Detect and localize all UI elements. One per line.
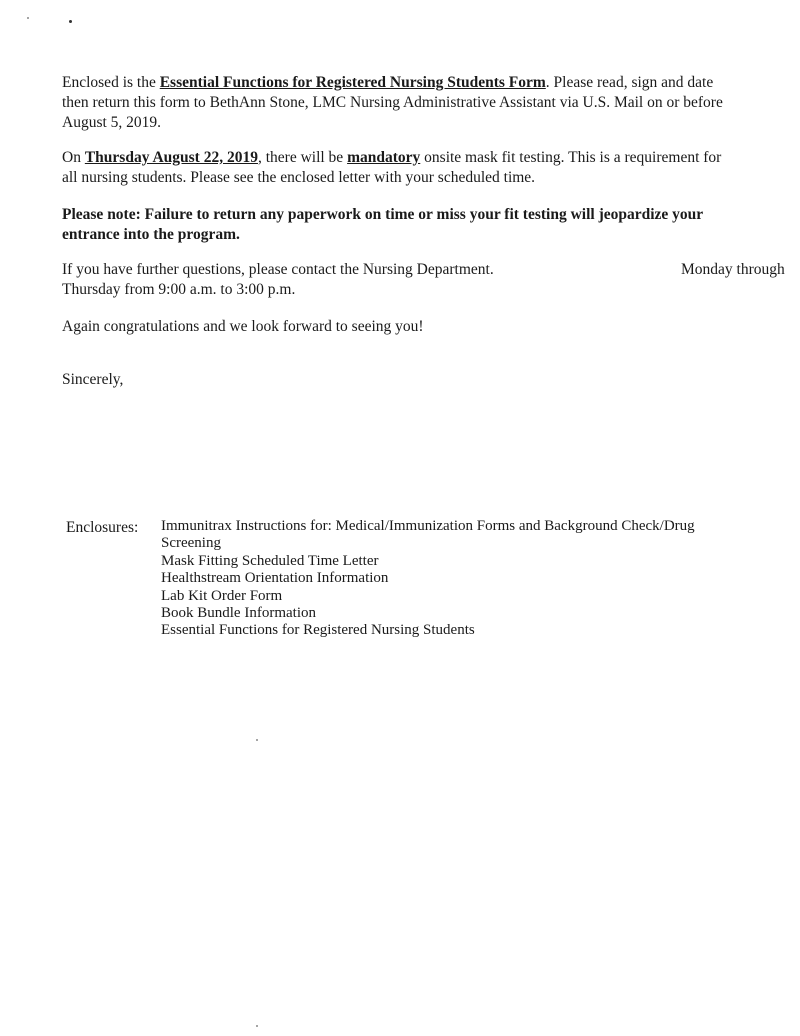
enclosures-list [161,518,761,640]
text-segment: onsite mask fit testing. This is a requirement for all nursing students. Please see the enclosed letter with your scheduled time. [62,149,722,186]
scan-speck [256,739,258,741]
paragraph-please-note: Please note: Failure to return any paperwork on time or miss your fit testing will jeopardize your entrance into the program. [62,206,703,243]
scan-speck [256,1025,258,1027]
text-segment: On [62,149,85,166]
enclosure-item: Book Bundle Information [161,605,316,622]
paragraph-congratulations: Again congratulations and we look forward to seeing you! [62,318,424,335]
scan-speck [69,20,72,23]
form-name-highlight: Essential Functions for Registered Nursing Students Form [159,74,546,91]
closing-sincerely: Sincerely, [62,371,124,388]
enclosure-item: Healthstream Orientation Information [161,570,389,587]
scan-speck [27,17,29,19]
enclosure-item: Immunitrax Instructions for: Medical/Immunization Forms and Background Check/Drug [161,518,695,534]
text-segment: . Please read, sign and date then return this form to BethAnn Stone, LMC Nursing Administrative Assistant via U.S. Mail on or before August 5, 2019. [62,74,723,131]
enclosures-label: Enclosures: [66,519,139,536]
paragraph-contact [62,260,785,300]
contact-hours: Thursday from 9:00 a.m. to 3:00 p.m. [62,281,296,298]
text-segment: , there will be [257,149,348,166]
testing-date-highlight: Thursday August 22, 2019 [84,149,258,166]
paragraph-mask-fit-testing [62,148,732,188]
enclosure-item: Mask Fitting Scheduled Time Letter [161,552,379,569]
enclosure-item: Lab Kit Order Form [161,587,283,604]
mandatory-highlight: mandatory [347,149,421,166]
enclosure-item: Essential Functions for Registered Nursing Students [161,622,475,639]
contact-days: Monday through [681,261,785,278]
paragraph-form-return [62,73,732,133]
enclosure-item: Screening [161,535,221,552]
contact-text: If you have further questions, please contact the Nursing Department. [62,261,494,278]
text-segment: Enclosed is the [62,74,160,91]
